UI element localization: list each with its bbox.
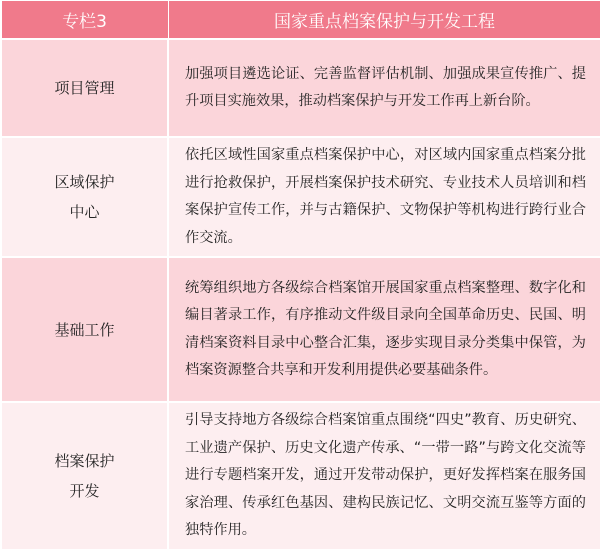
row-label: 区域保护中心 (54, 173, 115, 221)
table-row (1, 257, 600, 402)
row-label-cell (1, 402, 168, 550)
row-label-cell (1, 137, 168, 257)
table-row (1, 39, 600, 137)
row-description: 加强项目遴选论证、完善监督评估机制、加强成果宣传推广、提升项目实施效果，推动档案保护与开发工作再上新台阶。 (168, 39, 600, 137)
row-label-cell (1, 257, 168, 402)
table-row (1, 402, 600, 550)
column-number-header: 专栏3 (1, 1, 168, 40)
column-title-header: 国家重点档案保护与开发工程 (168, 1, 600, 40)
row-label-cell (1, 39, 168, 137)
row-label: 基础工作 (54, 320, 115, 339)
row-description: 统筹组织地方各级综合档案馆开展国家重点档案整理、数字化和编目著录工作，有序推动文件级目录向全国革命历史、民国、明清档案资料目录中心整合汇集，逐步实现目录分类集中保管，为档案资源整合共享和开发利用提供必要基础条件。 (168, 257, 600, 402)
row-description: 引导支持地方各级综合档案馆重点围绕“四史”教育、历史研究、工业遗产保护、历史文化遗产传承、“一带一路”与跨文化交流等进行专题档案开发，通过开发带动保护，更好发挥档案在服务国家治理、传承红色基因、建构民族记忆、文明交流互鉴等方面的独特作用。 (168, 402, 600, 550)
row-label: 项目管理 (54, 79, 115, 97)
table-row (1, 137, 600, 257)
row-description: 依托区域性国家重点档案保护中心，对区域内国家重点档案分批进行抢救保护，开展档案保护技术研究、专业技术人员培训和档案保护宣传工作，并与古籍保护、文物保护等机构进行跨行业合作交流。 (168, 137, 600, 257)
row-label: 档案保护开发 (54, 452, 115, 500)
table-header-row (1, 1, 600, 40)
